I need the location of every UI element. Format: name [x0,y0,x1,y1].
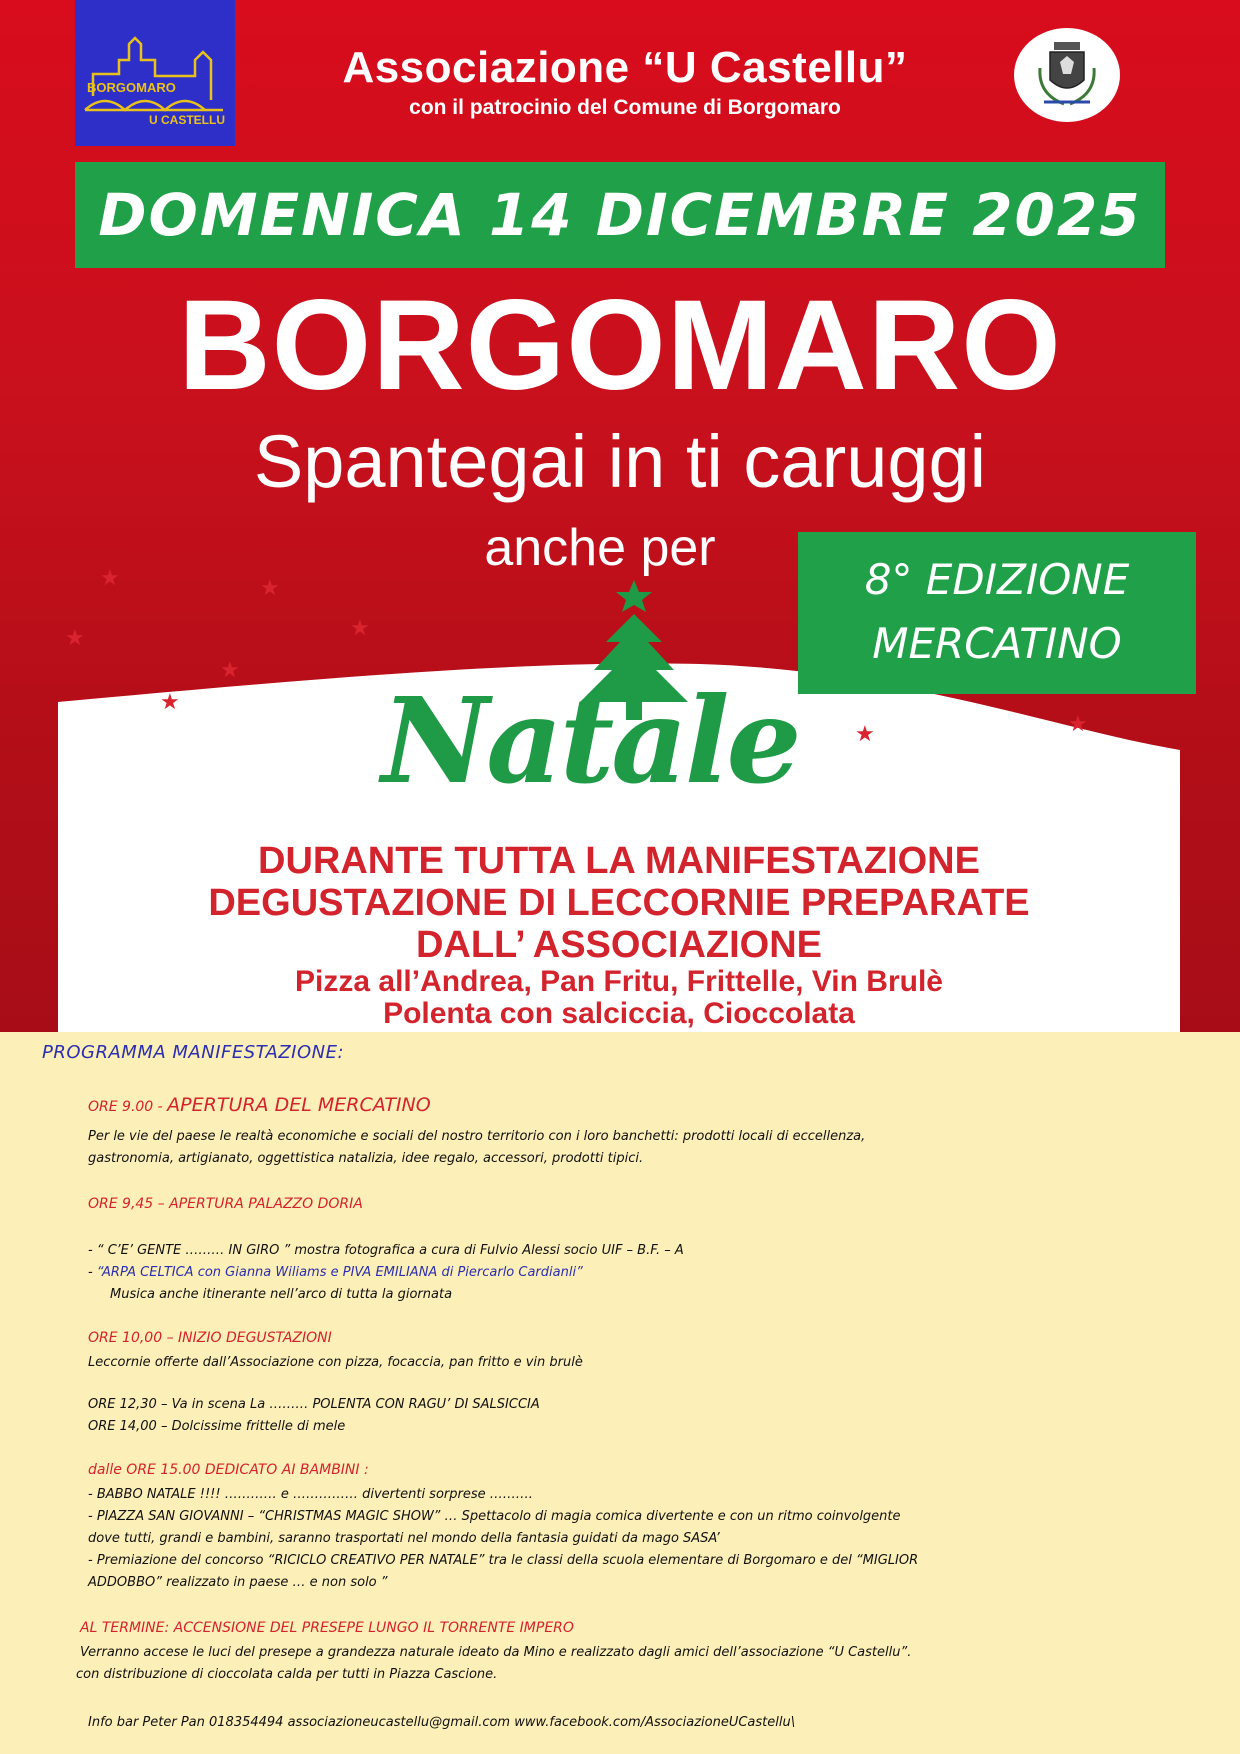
event-date-banner: DOMENICA 14 DICEMBRE 2025 [75,162,1165,268]
program-text: Leccornie offerte dall’Associazione con pizza, focaccia, pan fritto e vin brulè [88,1355,583,1370]
star-icon: ★ [1068,712,1088,737]
program-heading: ORE 10,00 – INIZIO DEGUSTAZIONI [88,1330,332,1346]
star-icon: ★ [65,626,85,651]
program-text: Musica anche itinerante nell’arco di tutta la giornata [110,1287,453,1302]
program-text: - BABBO NATALE !!!! ………… e …………… divertenti sorprese ………. [88,1487,533,1502]
edition-market-label: MERCATINO [872,619,1122,668]
association-logo [75,0,235,146]
program-text: ORE 12,30 – Va in scena La ……… POLENTA CON RAGU’ DI SALSICCIA [88,1397,540,1412]
program-text: - PIAZZA SAN GIOVANNI – “CHRISTMAS MAGIC SHOW” … Spettacolo di magia comica divertente e con un ritmo coinvolgente [88,1509,901,1524]
logo-text-top: BORGOMARO [87,80,176,95]
program-heading: APERTURA DEL MERCATINO [167,1094,431,1116]
food-list-2: Polenta con salciccia, Cioccolata [383,997,855,1030]
tasting-line-1: DURANTE TUTTA LA MANIFESTAZIONE [258,840,980,882]
tasting-line-3: DALL’ ASSOCIAZIONE [415,924,823,966]
program-text: con distribuzione di cioccolata calda per tutti in Piazza Cascione. [76,1667,498,1682]
program-music-line [88,1262,1208,1284]
star-icon: ★ [350,616,370,641]
edition-badge [798,532,1196,694]
natale-script-title: Natale [381,671,799,810]
star-icon: ★ [160,690,180,715]
contact-info: Info bar Peter Pan 018354494 associazioneucastellu@gmail.com www.facebook.com/AssociazioneUCastellu\ [88,1715,796,1730]
tasting-line-2: DEGUSTAZIONE DI LECCORNIE PREPARATE [208,882,1030,924]
star-icon: ★ [220,658,240,683]
edition-number: 8° EDIZIONE [864,555,1130,604]
program-text: dove tutti, grandi e bambini, saranno trasportati nel mondo della fantasia guidati da mago SASA’ [88,1531,720,1546]
coat-of-arms-icon [1014,28,1120,122]
program-text: - Premiazione del concorso “RICICLO CREATIVO PER NATALE” tra le classi della scuola elementare di Borgomaro e del “MIGLIOR [88,1553,919,1568]
star-icon: ★ [100,566,120,591]
municipal-crest [1014,28,1120,122]
event-slogan: Spantegai in ti caruggi [253,420,987,503]
program-text: gastronomia, artigianato, oggettistica natalizia, idee regalo, accessori, prodotti tipici. [88,1151,644,1166]
star-icon: ★ [855,722,875,747]
list-dash: - [88,1265,97,1280]
program-text-highlight: “ARPA CELTICA con Gianna Wiliams e PIVA EMILIANA di Piercarlo Cardianli” [96,1265,583,1280]
program-heading: dalle ORE 15.00 DEDICATO AI BAMBINI : [88,1462,369,1478]
program-time: ORE 9.00 - [88,1099,168,1115]
program-text: Verranno accese le luci del presepe a grandezza naturale ideato da Mino e realizzato dagli amici dell’associazione “U Castellu”. [80,1645,912,1660]
program-text: - “ C’E’ GENTE ……… IN GIRO ” mostra fotografica a cura di Fulvio Alessi socio UIF – B.F. – A [88,1243,684,1258]
association-subtitle: con il patrocinio del Comune di Borgomaro [409,96,841,119]
association-title: Associazione “U Castellu” [342,43,908,92]
program-heading: AL TERMINE: ACCENSIONE DEL PRESEPE LUNGO IL TORRENTE IMPERO [80,1620,574,1636]
program-text: Per le vie del paese le realtà economiche e sociali del nostro territorio con i loro banchetti: prodotti locali di eccellenza, [88,1129,866,1144]
food-list-1: Pizza all’Andrea, Pan Fritu, Frittelle, Vin Brulè [295,965,943,998]
town-name-heading: BORGOMARO [178,274,1062,417]
village-arch-icon [75,0,235,146]
logo-text-bottom: U CASTELLU [149,113,225,127]
star-icon: ★ [260,576,280,601]
program-title: PROGRAMMA MANIFESTAZIONE: [42,1042,345,1063]
event-subtitle-anche: anche per [484,519,716,577]
program-text: ORE 14,00 – Dolcissime frittelle di mele [88,1419,346,1434]
program-heading: ORE 9,45 – APERTURA PALAZZO DORIA [88,1196,363,1212]
program-text: ADDOBBO” realizzato in paese … e non solo ” [88,1575,388,1590]
program-section-opening [88,1094,1208,1116]
